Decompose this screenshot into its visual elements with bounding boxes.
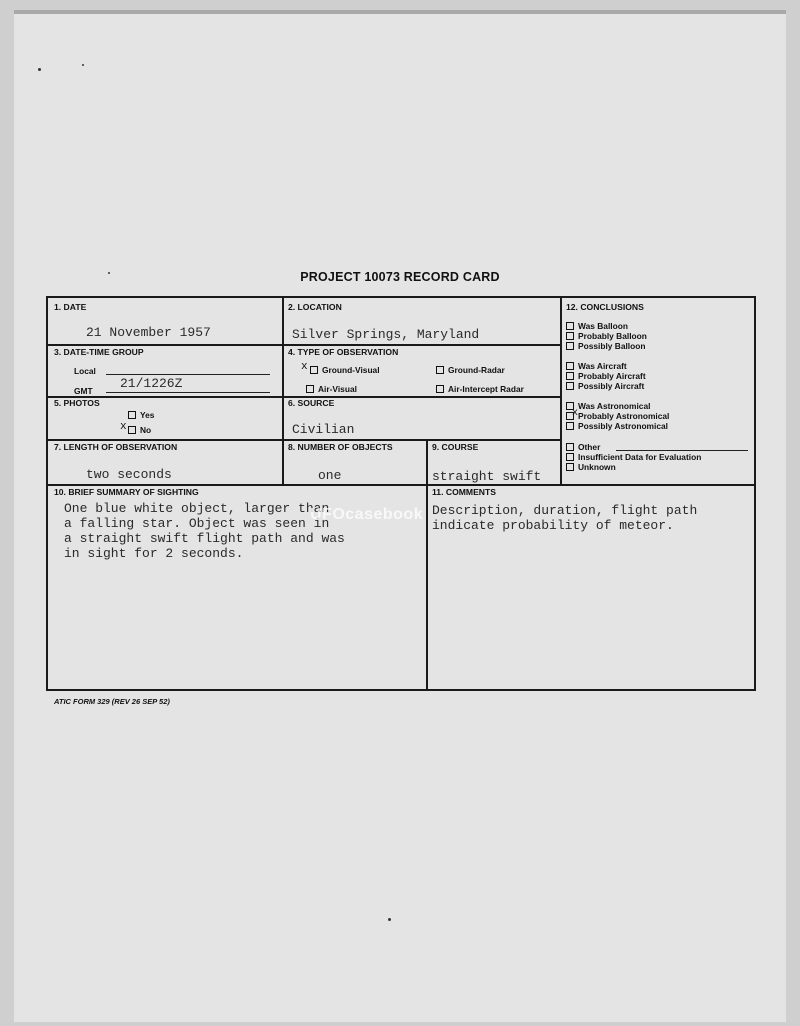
grid-line	[48, 439, 560, 441]
conclusion-probably-aircraft[interactable]: Probably Aircraft	[566, 371, 646, 381]
location-label: 2. LOCATION	[288, 302, 342, 312]
brief-summary-text	[64, 501, 345, 561]
grid-line	[48, 344, 560, 346]
card-title: PROJECT 10073 RECORD CARD	[300, 270, 500, 284]
grid-line	[48, 484, 754, 486]
checkbox-icon	[310, 366, 318, 374]
checkbox-icon	[306, 385, 314, 393]
local-field-line	[106, 374, 270, 375]
watermark-logo: UFOcasebook	[310, 506, 424, 523]
summary-line: a falling star. Object was seen in	[64, 516, 330, 531]
other-field-line	[616, 450, 748, 451]
scan-speck	[38, 68, 41, 71]
option-air-visual[interactable]: Air-Visual	[306, 384, 357, 394]
source-value: Civilian	[292, 422, 355, 437]
checkbox-icon	[128, 426, 136, 434]
date-value: 21 November 1957	[86, 325, 211, 340]
photos-yes-option[interactable]: Yes	[128, 410, 154, 420]
course-value: straight swift	[432, 469, 542, 484]
photos-label: 5. PHOTOS	[54, 398, 100, 408]
check-x-mark: x	[120, 421, 127, 433]
length-label: 7. LENGTH OF OBSERVATION	[54, 442, 178, 452]
comment-line: Description, duration, flight path	[432, 503, 698, 518]
gmt-value: 21/1226Z	[120, 376, 183, 391]
date-time-group-label: 3. DATE-TIME GROUP	[54, 347, 144, 357]
grid-line	[560, 298, 562, 484]
conclusion-was-balloon[interactable]: Was Balloon	[566, 321, 647, 331]
date-label: 1. DATE	[54, 302, 87, 312]
conclusion-was-astronomical[interactable]: Was Astronomical	[566, 401, 669, 411]
summary-line: a straight swift flight path and was	[64, 531, 345, 546]
conclusions-group-other	[566, 442, 701, 472]
gmt-label: GMT	[74, 386, 93, 396]
conclusion-other[interactable]: Other	[566, 442, 701, 452]
summary-line: in sight for 2 seconds.	[64, 546, 244, 561]
observation-type-label: 4. TYPE OF OBSERVATION	[288, 347, 399, 357]
grid-line	[426, 439, 428, 691]
option-air-intercept-radar[interactable]: Air-Intercept Radar	[436, 384, 524, 394]
location-value: Silver Springs, Maryland	[292, 327, 480, 342]
conclusion-possibly-aircraft[interactable]: Possibly Aircraft	[566, 381, 646, 391]
length-value: two seconds	[86, 467, 172, 482]
source-label: 6. SOURCE	[288, 398, 335, 408]
record-card	[46, 296, 756, 691]
brief-summary-label: 10. BRIEF SUMMARY OF SIGHTING	[54, 487, 199, 497]
conclusion-insufficient-data[interactable]: Insufficient Data for Evaluation	[566, 452, 701, 462]
number-of-objects-value: one	[318, 468, 342, 483]
comment-line: indicate probability of meteor.	[432, 518, 674, 533]
conclusion-probably-balloon[interactable]: Probably Balloon	[566, 331, 647, 341]
conclusion-probably-astronomical[interactable]: Probably Astronomical	[566, 411, 669, 421]
summary-line: One blue white object, larger than	[64, 501, 330, 516]
checkbox-icon	[128, 411, 136, 419]
check-x-mark: x	[572, 408, 579, 419]
conclusion-possibly-astronomical[interactable]: Possibly Astronomical	[566, 421, 669, 431]
comments-label: 11. COMMENTS	[432, 487, 496, 497]
local-label: Local	[74, 366, 96, 376]
conclusions-group-aircraft	[566, 361, 646, 391]
conclusions-label: 12. CONCLUSIONS	[566, 302, 644, 312]
number-of-objects-label: 8. NUMBER OF OBJECTS	[288, 442, 393, 452]
conclusion-unknown[interactable]: Unknown	[566, 462, 701, 472]
photos-no-option[interactable]: No	[128, 425, 151, 435]
conclusions-group-balloon	[566, 321, 647, 351]
conclusion-possibly-balloon[interactable]: Possibly Balloon	[566, 341, 647, 351]
course-label: 9. COURSE	[432, 442, 479, 452]
option-ground-radar[interactable]: Ground-Radar	[436, 365, 505, 375]
conclusions-group-astronomical	[566, 401, 669, 431]
checkbox-icon	[436, 366, 444, 374]
comments-text	[432, 503, 697, 533]
checkbox-icon	[436, 385, 444, 393]
option-ground-visual[interactable]: Ground-Visual	[310, 365, 380, 375]
grid-line	[282, 298, 284, 484]
gmt-field-line	[106, 392, 270, 393]
check-x-mark: x	[301, 361, 308, 373]
scan-speck	[388, 918, 391, 921]
scan-speck	[82, 64, 84, 66]
form-id: ATIC FORM 329 (REV 26 SEP 52)	[54, 697, 170, 706]
conclusion-was-aircraft[interactable]: Was Aircraft	[566, 361, 646, 371]
